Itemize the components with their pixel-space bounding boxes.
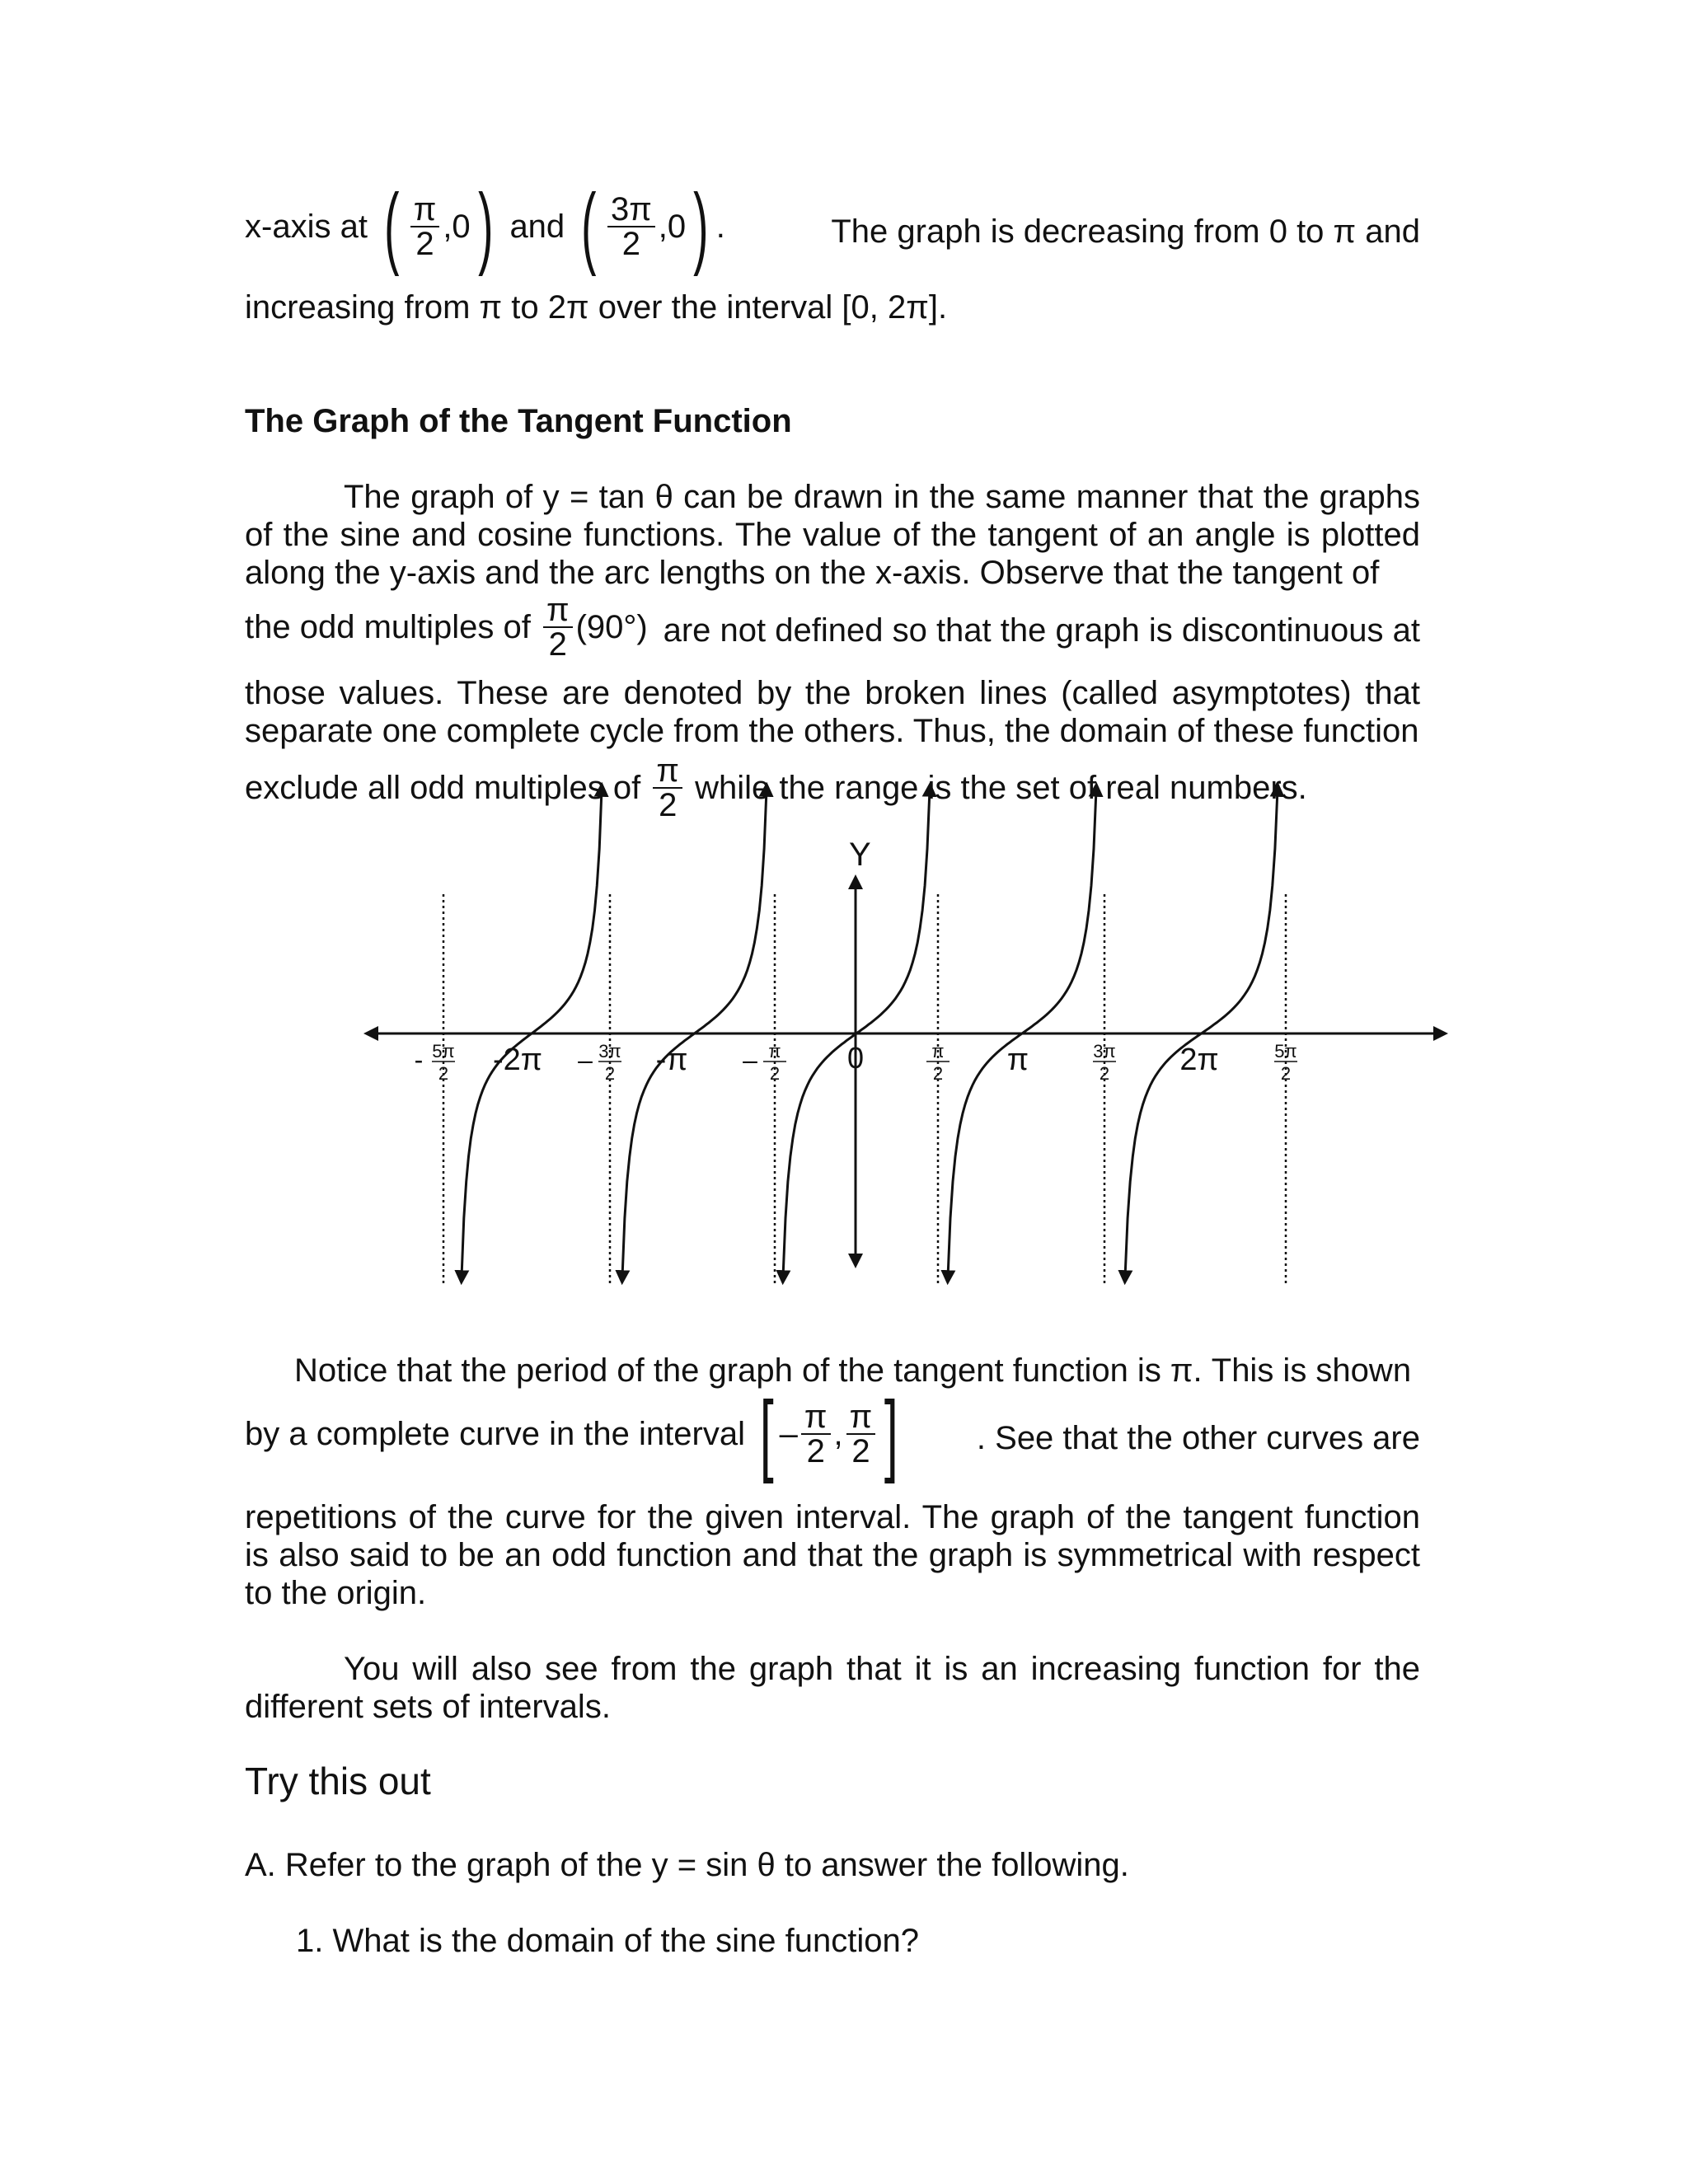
tangent-branch <box>948 790 1096 1277</box>
fraction-pi-over-2: $\frac{\pi}{2}$ <box>846 1400 876 1468</box>
comma: , <box>833 1416 843 1452</box>
odd-suffix: are not defined so that the graph is discontinuous at <box>663 612 1420 649</box>
interval-prefix: by a complete curve in the interval <box>245 1416 745 1452</box>
asymptote-label-den: 2 <box>1099 1063 1110 1084</box>
asymptote-sign: - <box>414 1045 424 1075</box>
paren-close: ) <box>693 176 709 277</box>
asymptote-label-den: 2 <box>438 1063 449 1084</box>
asymptote-label-num: π <box>768 1041 781 1062</box>
odd-prefix: the odd multiples of <box>245 609 531 645</box>
intro-line-2: increasing from π to 2π over the interval [0, 2π]. <box>245 289 948 326</box>
tangent-branch <box>462 790 602 1277</box>
interval-suffix: . See that the other curves are <box>976 1420 1420 1456</box>
fraction-pi-over-2: $\frac{\pi}{2}$ <box>801 1400 831 1468</box>
tangent-branch <box>783 790 930 1277</box>
bracket-open: [ <box>759 1383 774 1484</box>
x-tick-label: -2π <box>492 1043 543 1077</box>
question-a: A. Refer to the graph of the y = sin θ to answer the following. <box>245 1847 1129 1883</box>
intro-rest: The graph is decreasing from 0 to π and <box>831 213 1420 250</box>
fraction-pi-over-2: $\frac{\pi}{2}$ <box>410 193 440 260</box>
paragraph-2-line-1: Notice that the period of the graph of the tangent function is π. This is shown <box>294 1352 1412 1389</box>
paragraph-1b: those values. These are denoted by the broken lines (called asymptotes) that separate one complete cycle from the others. Thus, the domain of these function <box>245 675 1420 749</box>
asymptote-sign: – <box>743 1045 757 1075</box>
point-zero: ,0 <box>443 209 471 245</box>
x-tick-label: 2π <box>1179 1043 1219 1077</box>
tangent-branch <box>1125 790 1278 1277</box>
asymptote-label-num: 3π <box>598 1041 621 1062</box>
asymptote-label-den: 2 <box>932 1063 944 1084</box>
asymptote-label-den: 2 <box>769 1063 781 1084</box>
asymptote-label-num: 3π <box>1093 1041 1116 1062</box>
paragraph-3: You will also see from the graph that it is an increasing function for the different sets of intervals. <box>245 1651 1420 1725</box>
question-1: 1. What is the domain of the sine function? <box>296 1923 919 1959</box>
exclude-suffix: while the range is the set of real numbers. <box>695 770 1307 806</box>
exclude-prefix: exclude all odd multiples of <box>245 770 641 806</box>
asymptote-label-den: 2 <box>1280 1063 1292 1084</box>
paragraph-1a: The graph of y = tan θ can be drawn in the same manner that the graphs of the sine and cosine functions. The value of the tangent of an angle is plotted along the y-axis and the arc lengths on the x-axis. Observe that the tangent of <box>245 479 1420 591</box>
paren-open: ( <box>384 176 400 277</box>
x-tick-label: π <box>1006 1043 1029 1077</box>
paragraph-1-odd-line <box>245 593 1420 668</box>
fraction-pi-over-2: $\frac{\pi}{2}$ <box>653 754 682 822</box>
asymptote-sign: – <box>578 1045 593 1075</box>
bracket-close: ] <box>884 1383 898 1484</box>
paren-open: ( <box>581 176 597 277</box>
asymptote-label-den: 2 <box>604 1063 616 1084</box>
paragraph-2-rest: repetitions of the curve for the given interval. The graph of the tangent function is also said to be an odd function and that the graph is symmetrical with respect to the origin. <box>245 1499 1420 1611</box>
tangent-branch <box>622 790 767 1277</box>
paragraph-2-interval-line <box>245 1383 1420 1484</box>
origin-label: 0 <box>847 1041 865 1075</box>
degree-value: (90°) <box>575 609 648 645</box>
x-tick-label: -π <box>655 1043 688 1077</box>
intro-line-1 <box>245 176 1420 277</box>
try-heading: Try this out <box>245 1760 431 1802</box>
section-title: The Graph of the Tangent Function <box>245 403 792 439</box>
asymptote-label-num: π <box>931 1041 945 1062</box>
paren-close: ) <box>477 176 494 277</box>
paragraph-1-exclude-line <box>245 754 1420 828</box>
asymptote-label-num: 5π <box>1274 1041 1297 1062</box>
fraction-3pi-over-2: $\frac{3\pi}{2}$ <box>607 193 655 260</box>
intro-prefix: x-axis at <box>245 209 368 245</box>
fraction-pi-over-2: $\frac{\pi}{2}$ <box>543 593 573 661</box>
point-zero: ,0 <box>658 209 687 245</box>
y-axis-label: Y <box>849 837 871 873</box>
and-word: and <box>509 209 565 245</box>
asymptote-label-num: 5π <box>432 1041 455 1062</box>
period-mark: . <box>715 209 725 245</box>
minus-sign: – <box>779 1416 798 1452</box>
